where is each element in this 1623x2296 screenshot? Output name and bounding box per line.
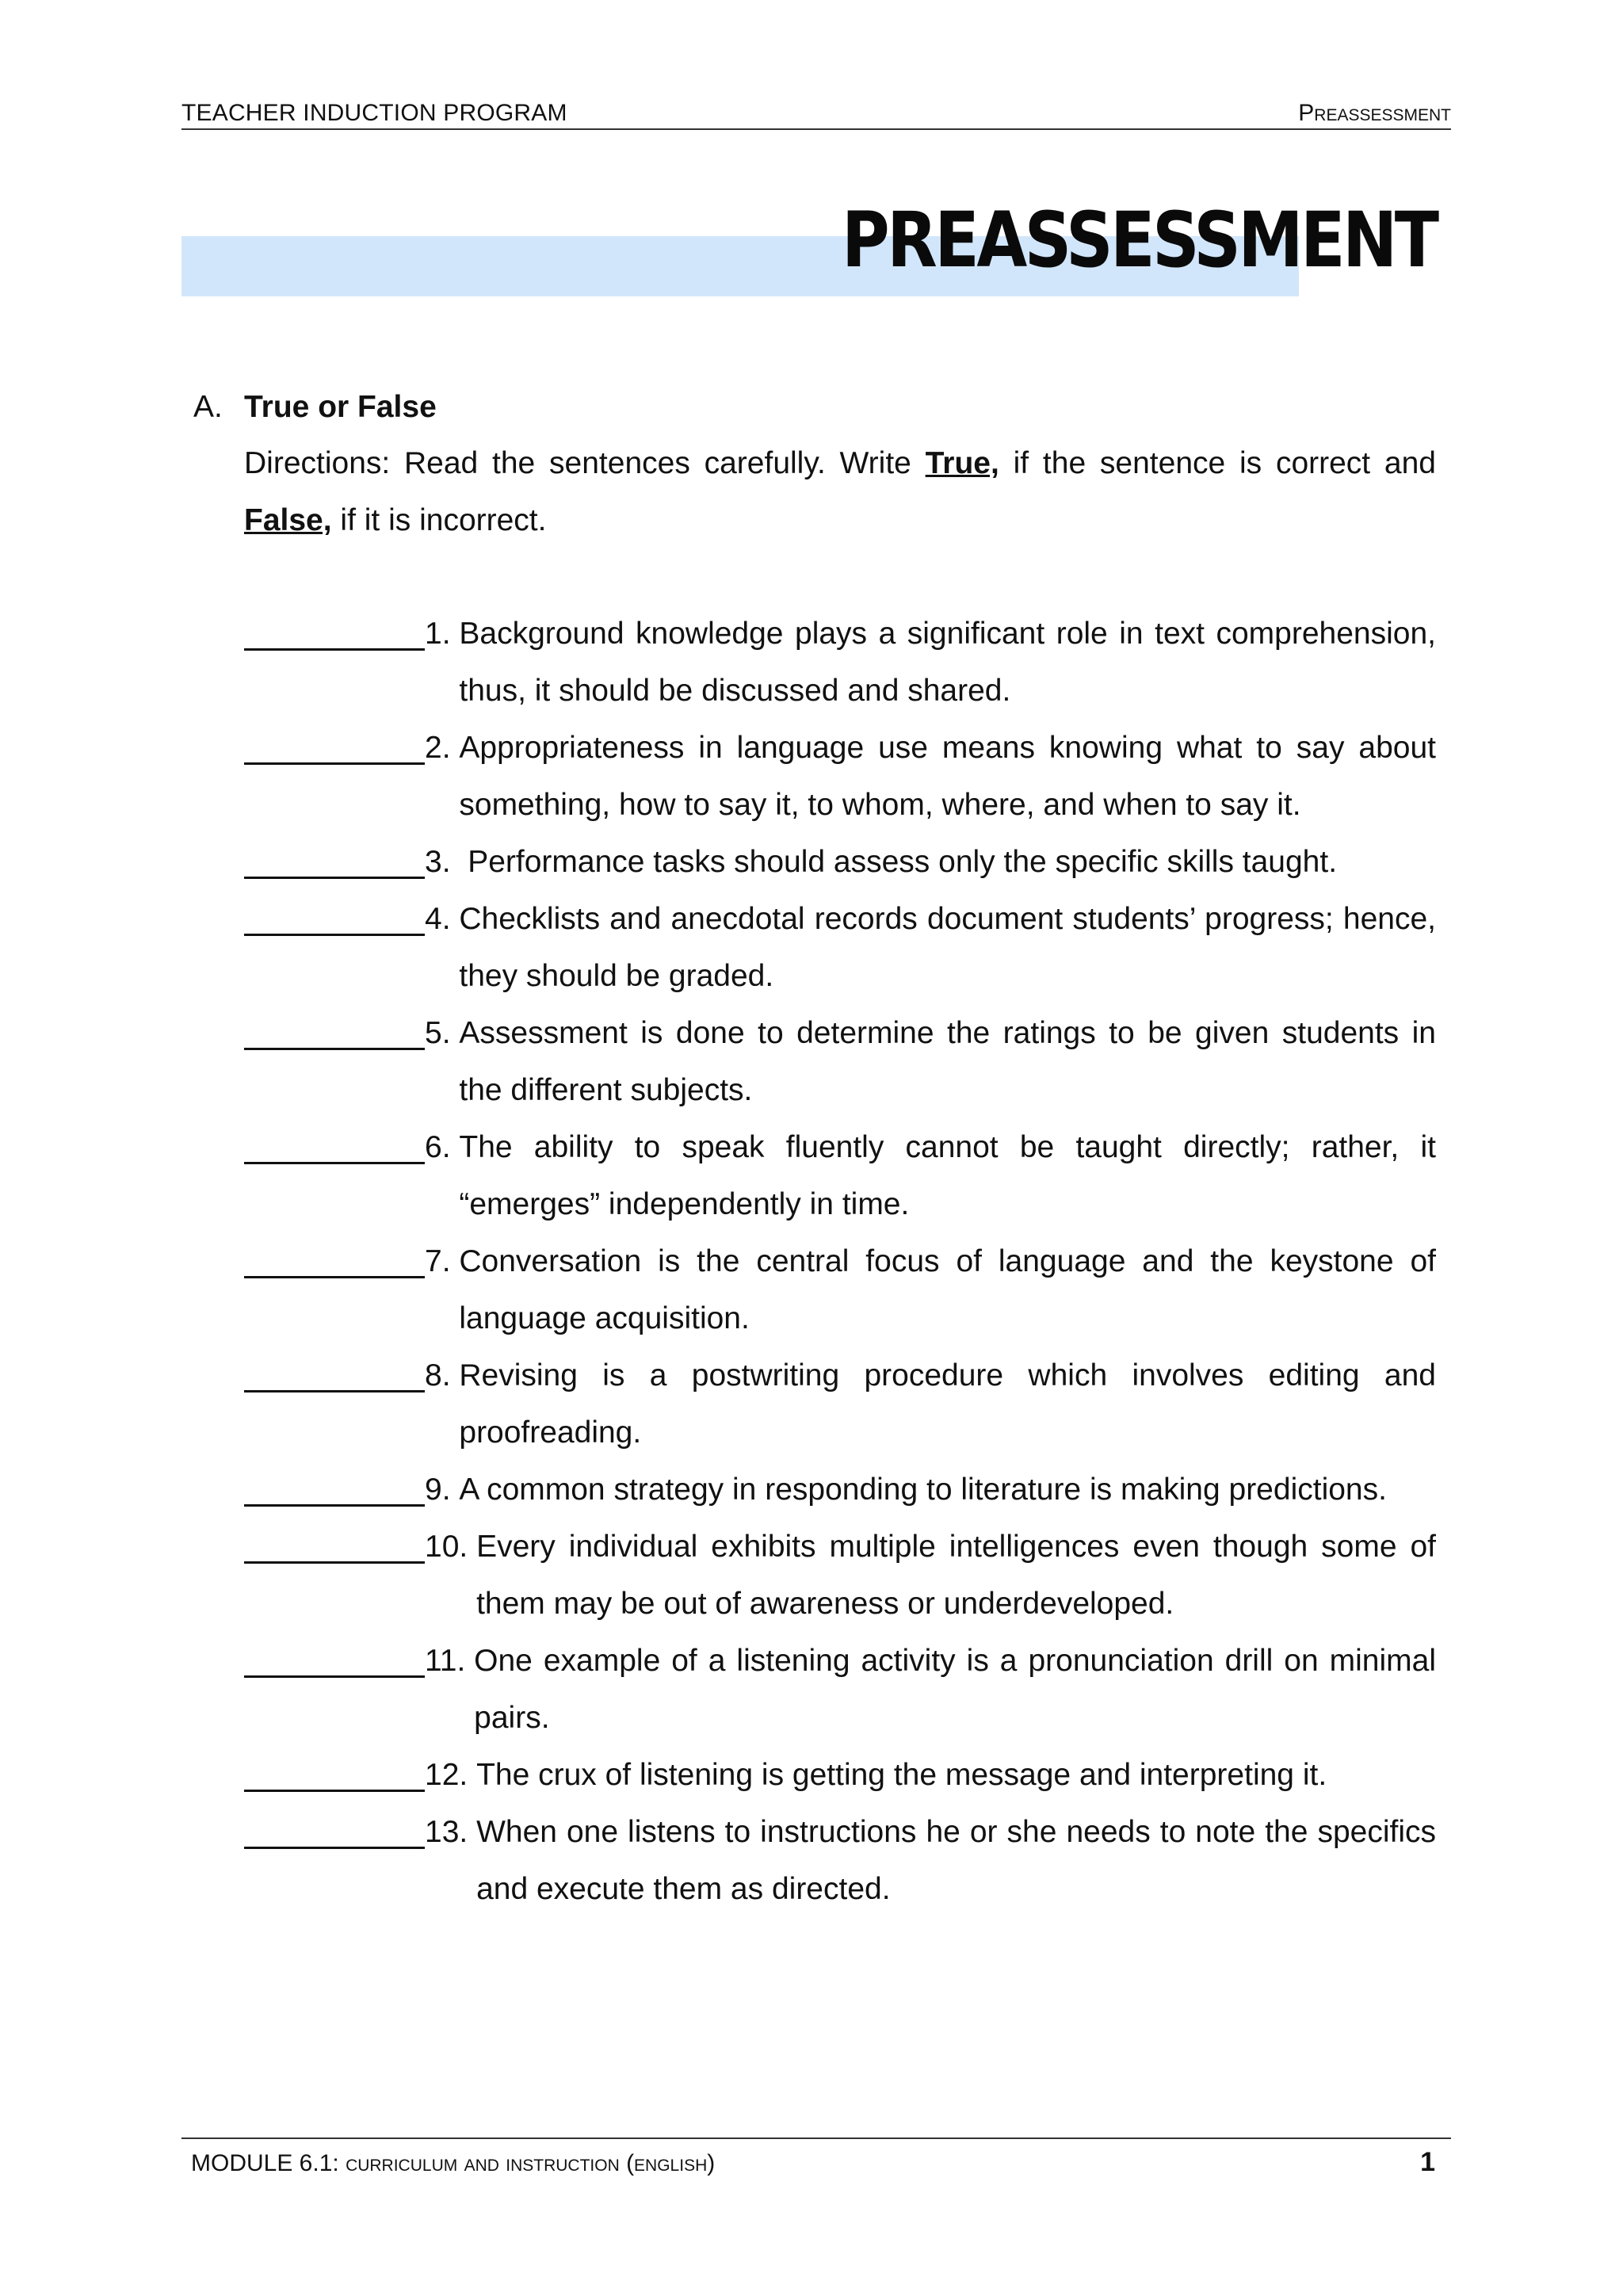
question-text: The ability to speak fluently cannot be taught directly; rather, it “emerges” independently in time. [459,1130,1436,1221]
question-text: Assessment is done to determine the ratings to be given students in the different subjects. [459,1016,1436,1107]
question-text: When one listens to instructions he or she needs to note the specifics and execute them as directed. [476,1815,1436,1906]
section-letter: A. [193,390,223,424]
question-item [244,1233,1436,1347]
question-text: The crux of listening is getting the message and interpreting it. [476,1758,1327,1792]
question-number: 13. [425,1815,477,1849]
page-footer [181,2137,1451,2187]
question-item [244,1747,1436,1804]
answer-blank[interactable] [244,1519,425,1564]
module-number: MODULE 6.1: [191,2150,346,2176]
directions [244,435,1436,549]
question-number: 4. [425,902,460,936]
program-name: TEACHER INDUCTION PROGRAM [181,100,567,126]
question-number: 2. [425,731,460,765]
question-number: 11. [425,1644,475,1678]
answer-blank[interactable] [244,1804,425,1849]
module-label [191,2150,715,2177]
question-text: Checklists and anecdotal records document students’ progress; hence, they should be graded. [459,902,1436,993]
question-text: Conversation is the central focus of language and the keystone of language acquisition. [459,1244,1436,1335]
question-number: 6. [425,1130,460,1164]
directions-prefix: Directions: Read the sentences carefully. Write [244,446,926,480]
answer-blank[interactable] [244,834,425,879]
page-header [181,94,1451,130]
header-section-name: Preassessment [1298,100,1451,126]
question-number: 3. [425,845,468,879]
section-name: True or False [244,390,437,424]
question-number: 9. [425,1473,460,1507]
directions-middle: if the sentence is correct and [999,446,1436,480]
question-text: Performance tasks should assess only the specific skills taught. [468,845,1338,879]
question-number: 7. [425,1244,460,1278]
answer-blank[interactable] [244,891,425,936]
answer-blank[interactable] [244,1747,425,1792]
question-text: Revising is a postwriting procedure which involves editing and proofreading. [459,1358,1436,1450]
question-text: Every individual exhibits multiple intelligences even though some of them may be out of awareness or underdeveloped. [476,1530,1436,1621]
section-heading [193,387,437,428]
answer-blank[interactable] [244,1461,425,1507]
question-number: 5. [425,1016,460,1050]
false-keyword: False, [244,503,332,537]
question-item [244,1005,1436,1119]
question-number: 12. [425,1758,477,1792]
question-item [244,1347,1436,1461]
answer-blank[interactable] [244,720,425,765]
question-item [244,834,1436,891]
question-number: 10. [425,1530,477,1564]
question-item [244,1633,1436,1747]
question-item [244,1804,1436,1918]
question-number: 8. [425,1358,460,1392]
page-number: 1 [1420,2147,1435,2177]
question-item [244,1119,1436,1233]
answer-blank[interactable] [244,1347,425,1392]
question-text: One example of a listening activity is a pronunciation drill on minimal pairs. [474,1644,1436,1735]
true-keyword: True, [925,446,999,480]
question-item [244,1519,1436,1633]
page-title: PREASSESSMENT [842,196,1437,285]
question-list [244,606,1436,1918]
question-item [244,891,1436,1005]
module-subject: curriculum and instruction (english) [346,2150,716,2176]
directions-suffix: if it is incorrect. [331,503,547,537]
answer-blank[interactable] [244,1233,425,1278]
question-item [244,1461,1436,1519]
question-text: Appropriateness in language use means knowing what to say about something, how to say it, to whom, where, and when to say it. [459,731,1436,822]
question-item [244,720,1436,834]
question-text: A common strategy in responding to literature is making predictions. [459,1473,1387,1507]
answer-blank[interactable] [244,606,425,651]
answer-blank[interactable] [244,1119,425,1164]
question-number: 1. [425,617,460,651]
answer-blank[interactable] [244,1005,425,1050]
question-text: Background knowledge plays a significant role in text comprehension, thus, it should be discussed and shared. [459,617,1436,708]
question-item [244,606,1436,720]
answer-blank[interactable] [244,1633,425,1678]
